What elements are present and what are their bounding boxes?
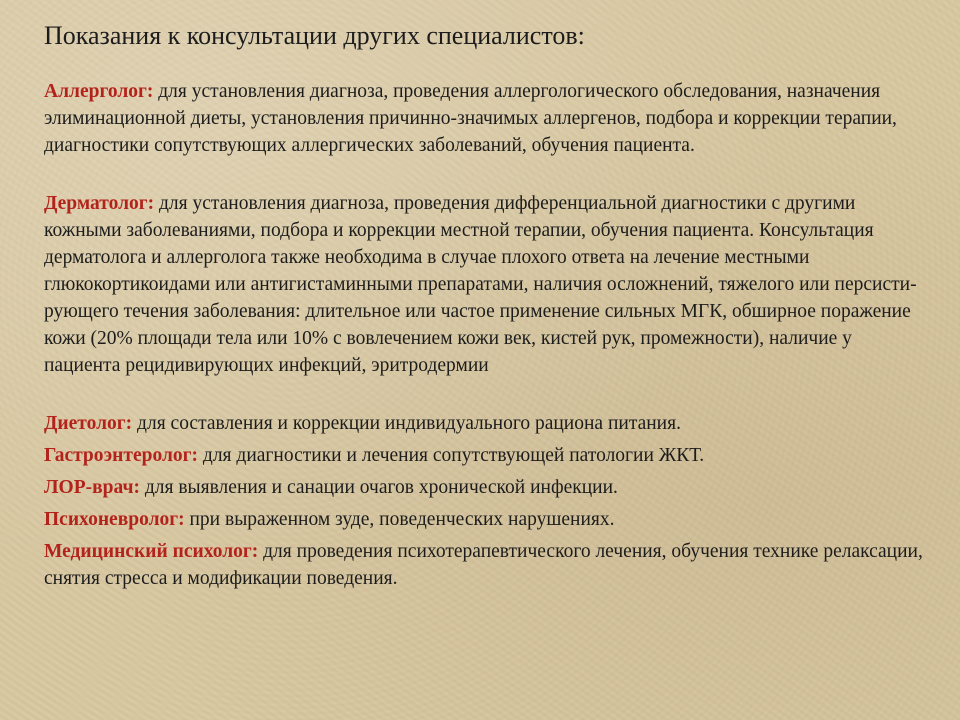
- specialist-term: Диетолог:: [44, 413, 133, 434]
- specialist-description: для установления диагноза, проведения дифференциальной диагностики с другими кожными заболеваниями, подбора и коррекции местной терапии, обучения пациента. Консультация дерматолога и аллерголога также необходима в случае плохого ответа на лечение местными глюкокортикоидами или антигистаминными препаратами, наличия осложнений, тяжелого или персисти-рующего течения заболевания: длительное или частое применение сильных МГК, обширное поражение кожи (20% площади тела или 10% с вовлечением кожи век, кистей рук, промежности), наличие у пациента рецидивирующих инфекций, эритродермии: [44, 193, 917, 376]
- specialist-description: для составления и коррекции индивидуального рациона питания.: [132, 413, 681, 434]
- list-item-psychoneurologist: [44, 506, 924, 533]
- specialist-description: для установления диагноза, проведения аллергологического обследования, назначения элиминационной диеты, установления причинно-значимых аллергенов, подбора и коррекции терапии, диагностики сопутствующих аллергических заболеваний, обучения пациента.: [44, 81, 897, 156]
- list-item-gastroenterologist: [44, 442, 924, 469]
- specialist-term: Аллерголог:: [44, 81, 154, 102]
- specialist-term: Гастроэнтеролог:: [44, 445, 199, 466]
- section-paragraph: [44, 78, 924, 159]
- section-allergist: [44, 78, 924, 159]
- specialist-term: ЛОР-врач:: [44, 477, 140, 498]
- section-paragraph: [44, 190, 924, 379]
- page-title: Показания к консультации других специалистов:: [44, 21, 585, 50]
- specialist-term: Дерматолог:: [44, 193, 155, 214]
- specialists-list: [44, 410, 924, 592]
- list-item-ent-doctor: [44, 474, 924, 501]
- slide-content: [44, 20, 924, 597]
- specialist-description: для выявления и санации очагов хронической инфекции.: [139, 477, 618, 498]
- specialist-description: для диагностики и лечения сопутствующей патологии ЖКТ.: [198, 445, 705, 466]
- specialist-description: при выраженном зуде, поведенческих нарушениях.: [184, 509, 615, 530]
- list-item-medical-psychologist: [44, 538, 924, 592]
- specialist-description: для проведения психотерапевтического лечения, обучения технике релаксации, снятия стресса и модификации поведения.: [44, 541, 923, 589]
- specialist-term: Психоневролог:: [44, 509, 185, 530]
- specialist-term: Медицинский психолог:: [44, 541, 259, 562]
- list-item-dietitian: [44, 410, 924, 437]
- section-dermatologist: [44, 190, 924, 379]
